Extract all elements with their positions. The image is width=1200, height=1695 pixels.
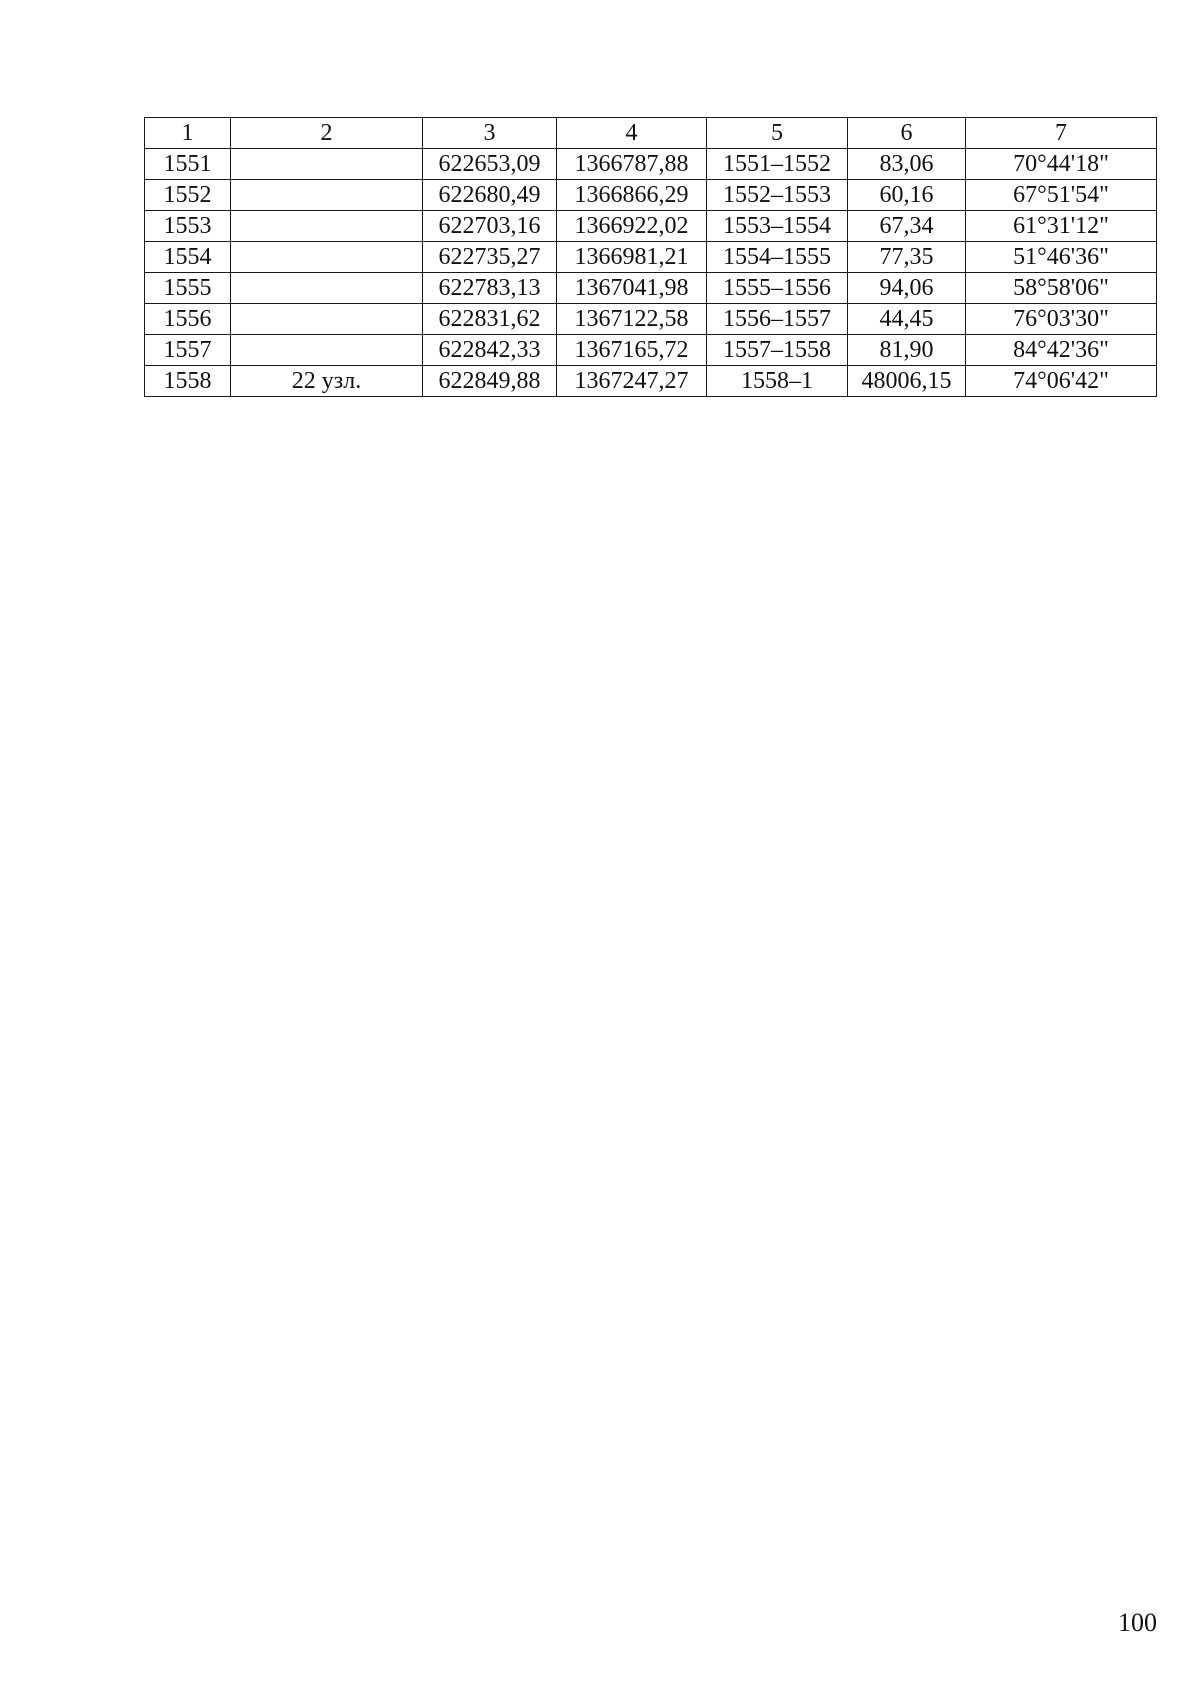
table-cell: 1553 bbox=[145, 211, 231, 242]
table-cell: 1557 bbox=[145, 335, 231, 366]
page-number: 100 bbox=[1118, 1608, 1157, 1637]
table-cell: 622653,09 bbox=[423, 149, 557, 180]
table-cell: 1556–1557 bbox=[707, 304, 848, 335]
table-cell: 1558–1 bbox=[707, 366, 848, 397]
table-row bbox=[145, 335, 1157, 366]
table-cell: 1555 bbox=[145, 273, 231, 304]
table-row bbox=[145, 366, 1157, 397]
table-cell: 83,06 bbox=[848, 149, 966, 180]
table-row bbox=[145, 211, 1157, 242]
table-cell: 622680,49 bbox=[423, 180, 557, 211]
table-cell: 622849,88 bbox=[423, 366, 557, 397]
table-cell: 1557–1558 bbox=[707, 335, 848, 366]
header-row bbox=[145, 118, 1157, 149]
table-cell: 1552 bbox=[145, 180, 231, 211]
column-header: 1 bbox=[145, 118, 231, 149]
table-cell: 76°03'30" bbox=[966, 304, 1157, 335]
table-cell: 1367122,58 bbox=[557, 304, 707, 335]
table-cell: 622703,16 bbox=[423, 211, 557, 242]
table-cell: 1554 bbox=[145, 242, 231, 273]
table-cell: 22 узл. bbox=[231, 366, 423, 397]
column-header: 3 bbox=[423, 118, 557, 149]
table-cell: 81,90 bbox=[848, 335, 966, 366]
table-cell: 60,16 bbox=[848, 180, 966, 211]
column-header: 5 bbox=[707, 118, 848, 149]
table-cell: 1367165,72 bbox=[557, 335, 707, 366]
table-cell: 84°42'36" bbox=[966, 335, 1157, 366]
table-cell bbox=[231, 242, 423, 273]
table-cell bbox=[231, 211, 423, 242]
table-cell: 1558 bbox=[145, 366, 231, 397]
column-header: 6 bbox=[848, 118, 966, 149]
table-cell: 44,45 bbox=[848, 304, 966, 335]
table-row bbox=[145, 242, 1157, 273]
table-cell: 622842,33 bbox=[423, 335, 557, 366]
table-cell: 1367247,27 bbox=[557, 366, 707, 397]
table-cell: 58°58'06" bbox=[966, 273, 1157, 304]
table-cell: 77,35 bbox=[848, 242, 966, 273]
table-cell: 67,34 bbox=[848, 211, 966, 242]
table-cell: 622783,13 bbox=[423, 273, 557, 304]
column-header: 7 bbox=[966, 118, 1157, 149]
table-row bbox=[145, 304, 1157, 335]
table-cell bbox=[231, 149, 423, 180]
table-cell: 61°31'12" bbox=[966, 211, 1157, 242]
table-cell: 51°46'36" bbox=[966, 242, 1157, 273]
table-row bbox=[145, 273, 1157, 304]
table-cell: 67°51'54" bbox=[966, 180, 1157, 211]
column-header: 4 bbox=[557, 118, 707, 149]
table-cell: 1554–1555 bbox=[707, 242, 848, 273]
table-cell: 74°06'42" bbox=[966, 366, 1157, 397]
table-cell: 1366787,88 bbox=[557, 149, 707, 180]
table-row bbox=[145, 180, 1157, 211]
coordinates-table bbox=[144, 117, 1157, 397]
table-cell bbox=[231, 180, 423, 211]
table-cell: 1556 bbox=[145, 304, 231, 335]
table-row bbox=[145, 149, 1157, 180]
table-cell bbox=[231, 335, 423, 366]
table-cell: 1555–1556 bbox=[707, 273, 848, 304]
table-cell: 1551 bbox=[145, 149, 231, 180]
table-cell: 1553–1554 bbox=[707, 211, 848, 242]
table-cell: 622735,27 bbox=[423, 242, 557, 273]
table-cell: 94,06 bbox=[848, 273, 966, 304]
table-cell: 1366866,29 bbox=[557, 180, 707, 211]
table-cell: 48006,15 bbox=[848, 366, 966, 397]
table-cell: 70°44'18" bbox=[966, 149, 1157, 180]
table-body bbox=[145, 149, 1157, 397]
table-cell: 1366981,21 bbox=[557, 242, 707, 273]
column-header: 2 bbox=[231, 118, 423, 149]
table-cell bbox=[231, 273, 423, 304]
table-cell: 1551–1552 bbox=[707, 149, 848, 180]
table-cell: 1552–1553 bbox=[707, 180, 848, 211]
table-cell: 622831,62 bbox=[423, 304, 557, 335]
table-cell: 1367041,98 bbox=[557, 273, 707, 304]
table-cell: 1366922,02 bbox=[557, 211, 707, 242]
table-cell bbox=[231, 304, 423, 335]
